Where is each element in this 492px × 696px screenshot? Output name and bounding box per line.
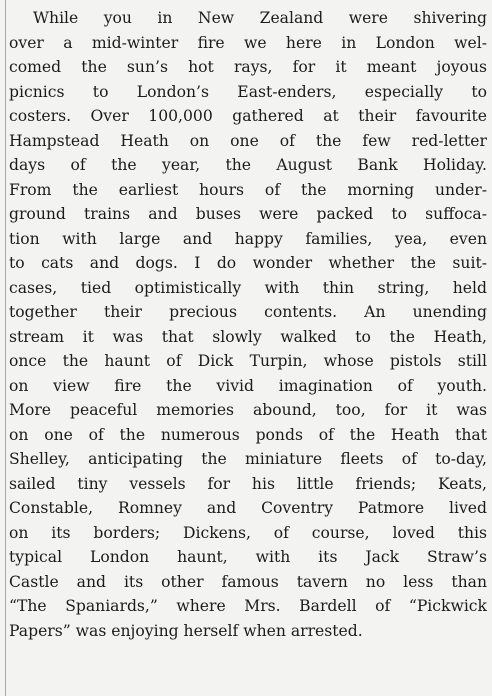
- article-line-26: Papers” was enjoying herself when arrested.: [9, 621, 363, 640]
- article-line-20: sailed tiny vessels for his little friends; Keats,: [9, 474, 487, 493]
- article-line-7: days of the year, the August Bank Holiday.: [9, 156, 487, 174]
- article-line-24: Castle and its other famous tavern no less than: [9, 572, 487, 591]
- article-line-6: Hampstead Heath on one of the few red-letter: [9, 131, 487, 150]
- article-line-18: on one of the numerous ponds of the Heath that: [9, 425, 487, 444]
- article-line-23: typical London haunt, with its Jack Straw’s: [9, 548, 487, 566]
- article-line-9: ground trains and buses were packed to suffoca-: [9, 205, 487, 223]
- article-line-15: once the haunt of Dick Turpin, whose pistols still: [9, 352, 487, 370]
- article-line-2: over a mid-winter fire we here in London wel-: [9, 33, 487, 52]
- article-line-8: From the earliest hours of the morning under-: [9, 180, 487, 199]
- column-rule: [5, 0, 6, 696]
- article-line-19: Shelley, anticipating the miniature fleets of to-day,: [9, 450, 487, 468]
- article-line-16: on view fire the vivid imagination of youth.: [9, 376, 487, 395]
- article-line-13: together their precious contents. An unending: [9, 303, 487, 321]
- article-line-10: tion with large and happy families, yea, even: [9, 229, 487, 248]
- article-line-1: While you in New Zealand were shivering: [33, 9, 487, 27]
- article-body: [9, 6, 487, 643]
- article-line-14: stream it was that slowly walked to the Heath,: [9, 327, 487, 346]
- article-line-5: costers. Over 100,000 gathered at their favourite: [9, 107, 487, 125]
- article-line-3: comed the sun’s hot rays, for it meant joyous: [9, 58, 487, 76]
- article-line-17: More peaceful memories abound, too, for it was: [9, 401, 487, 419]
- article-line-25: “The Spaniards,” where Mrs. Bardell of “Pickwick: [9, 597, 487, 615]
- article-line-12: cases, tied optimistically with thin string, held: [9, 278, 487, 297]
- article-line-21: Constable, Romney and Coventry Patmore lived: [9, 499, 487, 517]
- article-line-22: on its borders; Dickens, of course, loved this: [9, 523, 487, 542]
- article-line-11: to cats and dogs. I do wonder whether the suit-: [9, 254, 487, 272]
- article-line-4: picnics to London’s East-enders, especially to: [9, 82, 487, 101]
